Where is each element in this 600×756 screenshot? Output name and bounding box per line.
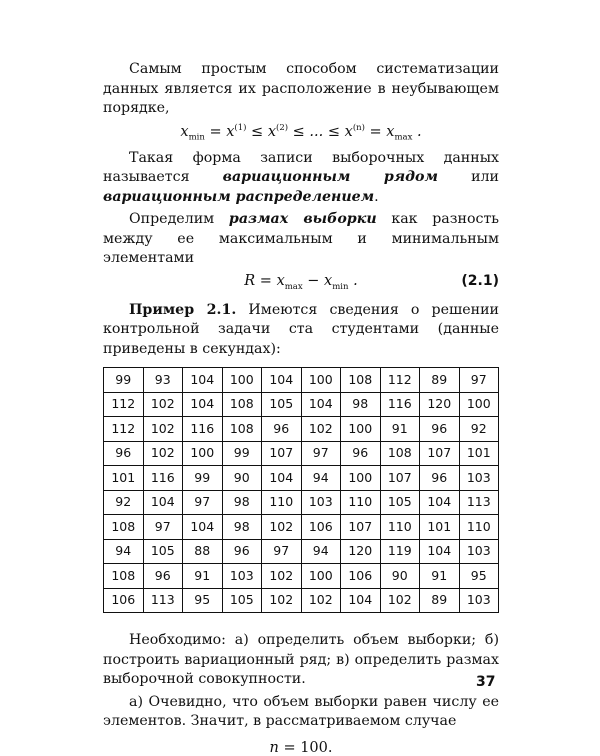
table-row xyxy=(104,441,499,466)
table-cell: 97 xyxy=(183,490,223,515)
term-sample-range: размах выборки xyxy=(228,211,377,227)
formula-sample-size: n = 100. xyxy=(269,739,333,756)
table-cell: 91 xyxy=(380,417,420,442)
term-variation-series: вариационным рядом xyxy=(222,169,438,185)
table-cell: 120 xyxy=(420,392,460,417)
table-cell: 93 xyxy=(143,368,183,393)
table-cell: 102 xyxy=(262,564,302,589)
table-cell: 100 xyxy=(301,368,341,393)
table-cell: 107 xyxy=(420,441,460,466)
table-cell: 106 xyxy=(301,515,341,540)
table-cell: 92 xyxy=(459,417,499,442)
table-cell: 108 xyxy=(380,441,420,466)
table-cell: 101 xyxy=(459,441,499,466)
table-cell: 108 xyxy=(341,368,381,393)
table-cell: 98 xyxy=(222,490,262,515)
table-cell: 96 xyxy=(143,564,183,589)
table-cell: 100 xyxy=(341,417,381,442)
table-cell: 107 xyxy=(380,466,420,491)
table-cell: 105 xyxy=(222,588,262,613)
table-cell: 100 xyxy=(301,564,341,589)
table-cell: 96 xyxy=(104,441,144,466)
table-cell: 103 xyxy=(459,539,499,564)
table-cell: 112 xyxy=(380,368,420,393)
table-cell: 98 xyxy=(341,392,381,417)
table-cell: 100 xyxy=(222,368,262,393)
table-cell: 103 xyxy=(301,490,341,515)
paragraph-example: Пример 2.1. Имеются сведения о решении контрольной задачи ста студентами (данные приведены в секундах): xyxy=(103,301,499,357)
table-cell: 110 xyxy=(341,490,381,515)
table-cell: 105 xyxy=(143,539,183,564)
table-cell: 100 xyxy=(183,441,223,466)
table-cell: 102 xyxy=(143,417,183,442)
table-row xyxy=(104,368,499,393)
table-cell: 99 xyxy=(183,466,223,491)
table-cell: 98 xyxy=(222,515,262,540)
table-row xyxy=(104,417,499,442)
table-cell: 104 xyxy=(183,515,223,540)
formula-range: $R = x_{max} - x_{min}$ . (2.1) xyxy=(244,272,499,292)
table-cell: 95 xyxy=(183,588,223,613)
table-cell: 92 xyxy=(104,490,144,515)
table-cell: 104 xyxy=(341,588,381,613)
table-cell: 104 xyxy=(301,392,341,417)
table-cell: 103 xyxy=(459,588,499,613)
table-cell: 108 xyxy=(104,515,144,540)
table-cell: 89 xyxy=(420,588,460,613)
table-cell: 90 xyxy=(380,564,420,589)
table-cell: 106 xyxy=(341,564,381,589)
table-cell: 100 xyxy=(459,392,499,417)
table-cell: 103 xyxy=(222,564,262,589)
table-cell: 110 xyxy=(459,515,499,540)
table-cell: 103 xyxy=(459,466,499,491)
table-cell: 97 xyxy=(143,515,183,540)
table-cell: 96 xyxy=(420,466,460,491)
table-row xyxy=(104,564,499,589)
table-cell: 102 xyxy=(380,588,420,613)
table-cell: 104 xyxy=(262,368,302,393)
table-cell: 112 xyxy=(104,392,144,417)
table-cell: 89 xyxy=(420,368,460,393)
table-cell: 96 xyxy=(420,417,460,442)
table-cell: 105 xyxy=(262,392,302,417)
table-row xyxy=(104,539,499,564)
table-cell: 120 xyxy=(341,539,381,564)
table-cell: 108 xyxy=(222,392,262,417)
table-cell: 100 xyxy=(341,466,381,491)
table-cell: 110 xyxy=(380,515,420,540)
table-cell: 104 xyxy=(262,466,302,491)
table-cell: 107 xyxy=(341,515,381,540)
table-row xyxy=(104,515,499,540)
paragraph-systematization: Самым простым способом систематизации данных является их расположение в неубывающем порядке, xyxy=(103,61,499,116)
table-cell: 110 xyxy=(262,490,302,515)
formula-variation-series: $x_{min} = x^{(1)} \le x^{(2)}$ ≤ ... ≤ $x^{(n)} = x_{max}$ . xyxy=(180,122,422,143)
table-cell: 106 xyxy=(104,588,144,613)
table-cell: 108 xyxy=(222,417,262,442)
paragraph-task: Необходимо: а) определить объем выборки; б) построить вариационный ряд; в) определить размах выборочной совокупности. xyxy=(103,632,499,687)
table-cell: 102 xyxy=(143,392,183,417)
table-cell: 113 xyxy=(459,490,499,515)
table-cell: 102 xyxy=(262,515,302,540)
table-cell: 90 xyxy=(222,466,262,491)
table-cell: 91 xyxy=(183,564,223,589)
table-cell: 104 xyxy=(420,539,460,564)
table-cell: 94 xyxy=(301,539,341,564)
table-cell: 102 xyxy=(143,441,183,466)
data-table xyxy=(103,367,499,613)
table-cell: 95 xyxy=(459,564,499,589)
table-cell: 104 xyxy=(143,490,183,515)
table-cell: 116 xyxy=(380,392,420,417)
table-cell: 102 xyxy=(262,588,302,613)
table-cell: 96 xyxy=(262,417,302,442)
paragraph-sample-size: а) Очевидно, что объем выборки равен числу ее элементов. Значит, в рассматриваемом случае xyxy=(103,693,499,729)
table-cell: 88 xyxy=(183,539,223,564)
table-cell: 101 xyxy=(104,466,144,491)
table-row xyxy=(104,466,499,491)
paragraph-range-definition: Определим размах выборки как разность между ее максимальным и минимальным элементами xyxy=(103,211,500,266)
table-cell: 104 xyxy=(183,368,223,393)
table-cell: 97 xyxy=(459,368,499,393)
page-number: 37 xyxy=(476,674,496,690)
table-cell: 116 xyxy=(183,417,223,442)
table-cell: 119 xyxy=(380,539,420,564)
table-cell: 113 xyxy=(143,588,183,613)
table-cell: 102 xyxy=(301,588,341,613)
table-cell: 116 xyxy=(143,466,183,491)
table-cell: 99 xyxy=(222,441,262,466)
table-row xyxy=(104,392,499,417)
formula-number: (2.1) xyxy=(461,272,499,289)
table-cell: 107 xyxy=(262,441,302,466)
table-cell: 104 xyxy=(420,490,460,515)
table-cell: 102 xyxy=(301,417,341,442)
table-cell: 97 xyxy=(262,539,302,564)
table-cell: 104 xyxy=(183,392,223,417)
example-label: Пример 2.1. xyxy=(129,301,237,318)
table-cell: 101 xyxy=(420,515,460,540)
table-cell: 94 xyxy=(104,539,144,564)
paragraph-variation-definition: Такая форма записи выборочных данных называется вариационным рядом или вариационным распределением. xyxy=(103,149,499,205)
table-cell: 94 xyxy=(301,466,341,491)
table-cell: 99 xyxy=(104,368,144,393)
table-cell: 96 xyxy=(222,539,262,564)
table-cell: 108 xyxy=(104,564,144,589)
term-variation-distribution: вариационным распределением xyxy=(103,188,375,205)
table-cell: 105 xyxy=(380,490,420,515)
table-cell: 91 xyxy=(420,564,460,589)
table-row xyxy=(104,588,499,613)
table-cell: 112 xyxy=(104,417,144,442)
page-content xyxy=(103,60,499,756)
table-row xyxy=(104,490,499,515)
table-cell: 97 xyxy=(301,441,341,466)
table-cell: 96 xyxy=(341,441,381,466)
